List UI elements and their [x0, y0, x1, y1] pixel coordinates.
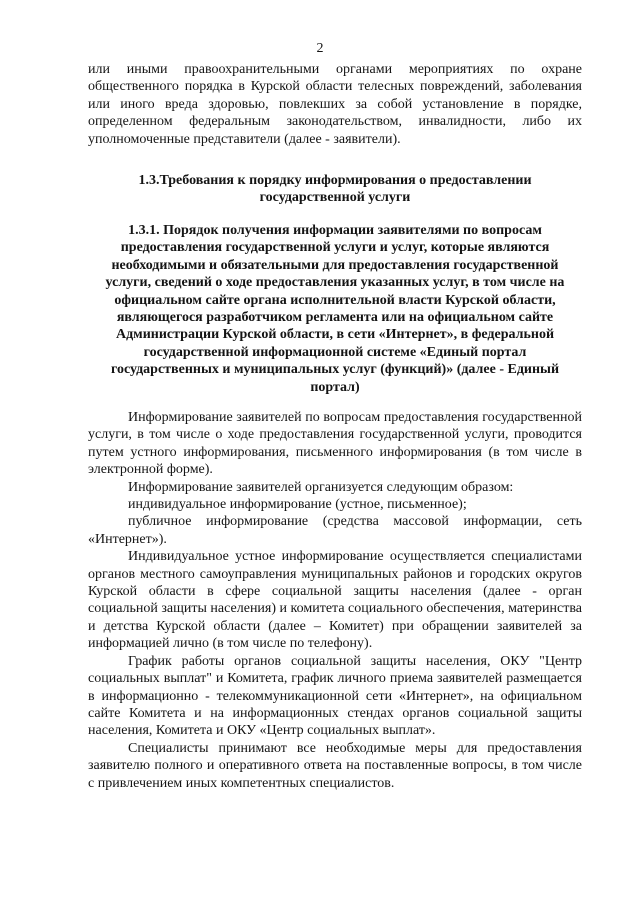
- paragraph-specialists: Специалисты принимают все необходимые меры для предоставления заявителю полного и оперативного ответа на поставленные вопросы, в том числе с привлечением иных компетентных специалистов.: [88, 740, 582, 791]
- page-number: 2: [316, 41, 324, 56]
- paragraph-informing-organization: Информирование заявителей организуется следующим образом:: [128, 479, 514, 495]
- paragraph-work-schedule: График работы органов социальной защиты населения, ОКУ "Центр социальных выплат" и Комитета, график личного приема заявителей размещается в информационно - телекоммуникационной сети «Интернет», на официальном сайте Комитета и на информационных стендах органов социальной защиты населения, Комитета и ОКУ «Центр социальных выплат».: [88, 653, 582, 739]
- paragraph-informing-methods: Информирование заявителей по вопросам предоставления государственной услуги, в том числе о ходе предоставления государственной услуги, проводится путем устного информирования, письменного информирования (в том числе в электронной форме).: [88, 410, 582, 478]
- paragraph-oral-informing: Индивидуальное устное информирование осуществляется специалистами органов местного самоуправления муниципальных районов и городских округов Курской области в сфере социальной защиты населения (далее - орган социальной защиты населения) и комитета социального обеспечения, материнства и детства Курской области (далее – Комитет) при обращении заявителей за информацией лично (в том числе по телефону).: [88, 549, 582, 652]
- paragraph-public-informing: публичное информирование (средства массовой информации, сеть «Интернет»).: [88, 514, 582, 547]
- subsection-heading: 1.3.1. Порядок получения информации заявителями по вопросам предоставления государственной услуги и услуг, которые являются необходимыми и обязательными для предоставления государственной услуги, сведений о ходе предоставления указанных услуг, в том числе на официальном сайте органа исполнительной власти Курской области, являющегося разработчиком регламента или на официальном сайте Администрации Курской области, в сети «Интернет», в федеральной государственной информационной системе «Единый портал государственных и муниципальных услуг (функций)» (далее - Единый портал): [105, 223, 565, 395]
- intro-paragraph-block: [88, 61, 582, 148]
- main-body: [88, 409, 582, 792]
- section-heading: 1.3.Требования к порядку информирования о предоставлении государственной услуги: [138, 173, 532, 206]
- paragraph-individual-informing: индивидуальное информирование (устное, письменное);: [128, 497, 467, 513]
- intro-paragraph: или иными правоохранительными органами мероприятиях по охране общественного порядка в Курской области телесных повреждений, заболевания или иного вреда здоровью, повлекших за собой установление в порядке, определенном федеральным законодательством, инвалидности, либо их уполномоченные представители (далее - заявители).: [88, 62, 582, 147]
